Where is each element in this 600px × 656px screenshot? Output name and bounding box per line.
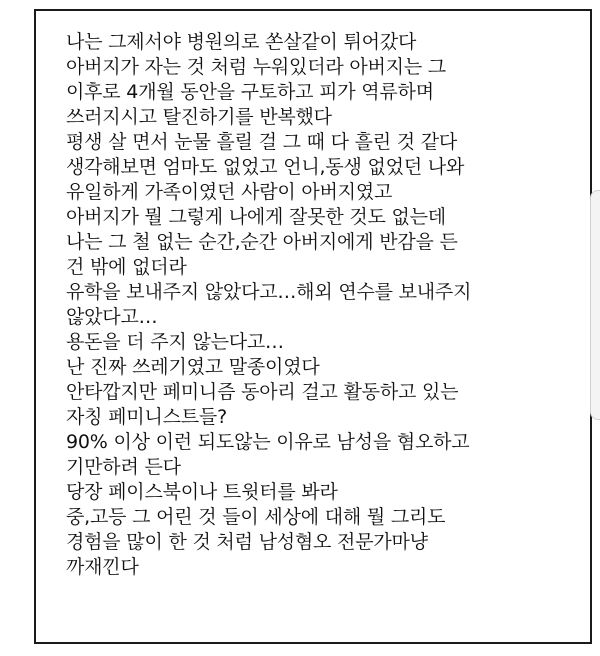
- text-line: 안타깝지만 페미니즘 동아리 걸고 활동하고 있는: [66, 381, 459, 403]
- text-line: 아버지가 자는 것 처럼 누워있더라 아버지는 그: [66, 56, 446, 78]
- text-line: 용돈을 더 주지 않는다고…: [66, 331, 284, 353]
- text-line: 자칭 페미니스트들?: [66, 406, 227, 428]
- text-line: 아버지가 뭘 그렇게 나에게 잘못한 것도 없는데: [66, 206, 446, 228]
- text-line: 유학을 보내주지 않았다고…해외 연수를 보내주지: [66, 281, 472, 303]
- text-line: 건 밖에 없더라: [66, 256, 187, 278]
- text-line: 나는 그 철 없는 순간,순간 아버지에게 반감을 든: [66, 231, 458, 253]
- text-line: 쓰러지시고 탈진하기를 반복했다: [66, 106, 332, 128]
- text-line: 경험을 많이 한 것 처럼 남성혐오 전문가마냥: [66, 531, 428, 553]
- post-text-card: [34, 9, 592, 644]
- text-line: 않았다고…: [66, 306, 158, 328]
- text-line: 90% 이상 이런 되도않는 이유로 남성을 혐오하고: [66, 431, 470, 453]
- scroll-edge-handle[interactable]: [590, 190, 600, 420]
- text-line: 유일하게 가족이였던 사람이 아버지였고: [66, 181, 393, 203]
- text-line: 까재낀다: [66, 556, 139, 578]
- text-line: 나는 그제서야 병원의로 쏜살같이 튀어갔다: [66, 31, 417, 53]
- text-line: 난 진짜 쓰레기였고 말종이였다: [66, 356, 320, 378]
- text-line: 중,고등 그 어린 것 들이 세상에 대해 뭘 그리도: [66, 506, 446, 528]
- text-line: 평생 살 면서 눈물 흘릴 걸 그 때 다 흘린 것 같다: [66, 131, 458, 153]
- text-line: 이후로 4개월 동안을 구토하고 피가 역류하며: [66, 81, 434, 103]
- text-line: 생각해보면 엄마도 없었고 언니,동생 없었던 나와: [66, 156, 465, 178]
- post-body: [66, 30, 580, 580]
- text-line: 기만하려 든다: [66, 456, 181, 478]
- text-line: 당장 페이스북이나 트윗터를 봐라: [66, 481, 338, 503]
